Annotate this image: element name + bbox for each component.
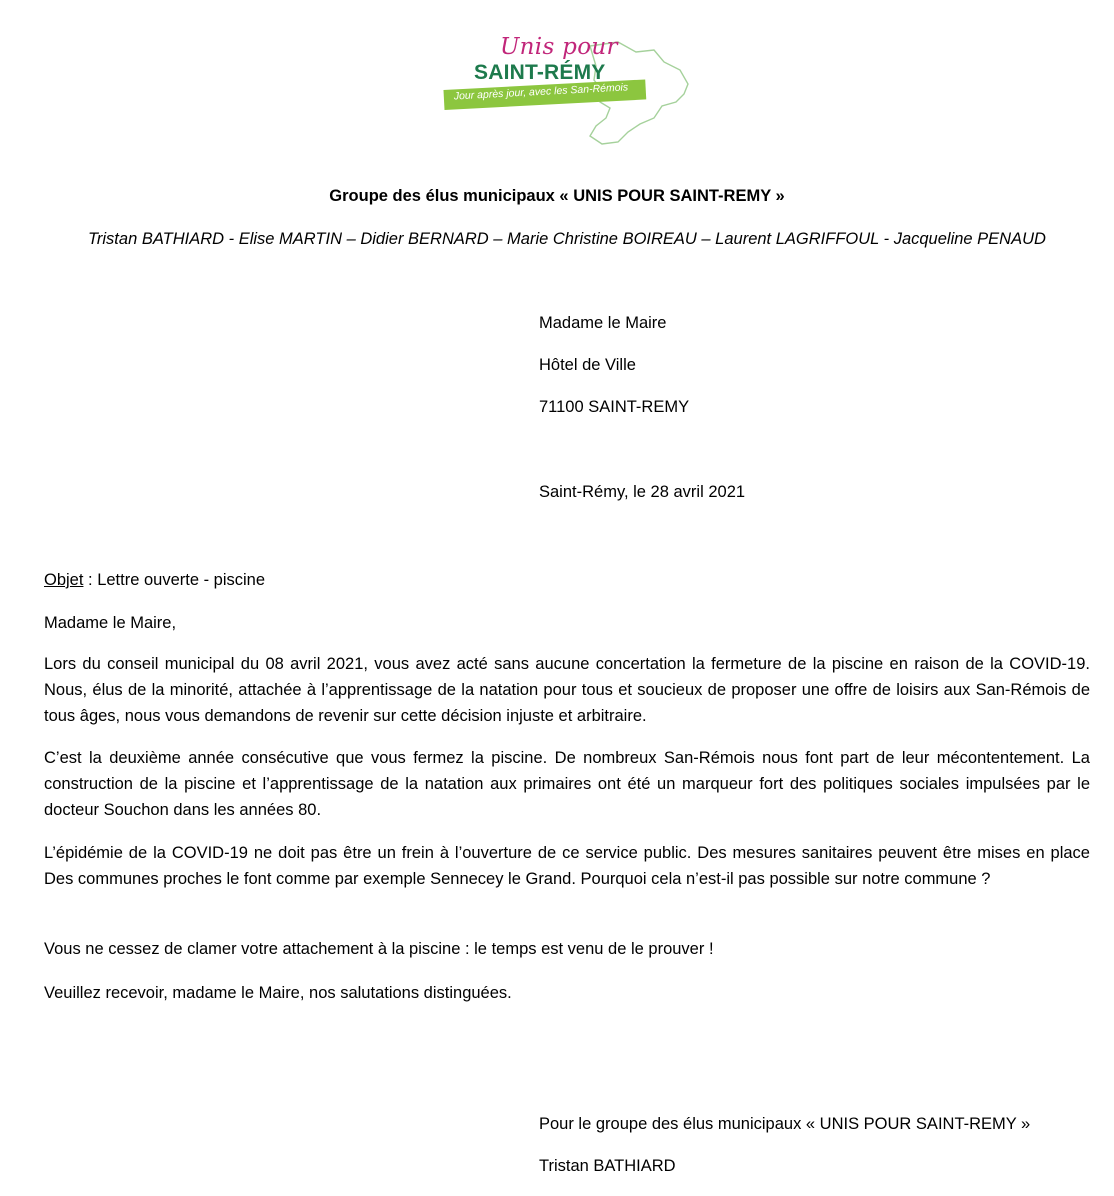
recipient-line-3: 71100 SAINT-REMY bbox=[539, 398, 690, 416]
group-title: Groupe des élus municipaux « UNIS POUR SAINT-REMY » bbox=[329, 187, 785, 205]
salutation: Madame le Maire, bbox=[44, 614, 177, 632]
signature-group-line: Pour le groupe des élus municipaux « UNIS POUR SAINT-REMY » bbox=[539, 1115, 1031, 1133]
recipient-line-2: Hôtel de Ville bbox=[539, 356, 636, 374]
unis-pour-saint-remy-logo bbox=[440, 32, 700, 152]
logo-script-text: Unis pour bbox=[500, 34, 618, 60]
body-paragraph-5: Veuillez recevoir, madame le Maire, nos salutations distinguées. bbox=[44, 984, 512, 1002]
body-paragraph-4: Vous ne cessez de clamer votre attachement à la piscine : le temps est venu de le prouver ! bbox=[44, 940, 714, 958]
date-line: Saint-Rémy, le 28 avril 2021 bbox=[539, 483, 746, 501]
subject-text: : Lettre ouverte - piscine bbox=[83, 571, 266, 589]
logo-name-text: SAINT-RÉMY bbox=[474, 61, 606, 84]
recipient-line-1: Madame le Maire bbox=[539, 314, 667, 332]
body-paragraph-3: L’épidémie de la COVID-19 ne doit pas être un frein à l’ouverture de ce service public. Des mesures sanitaires peuvent être mises en place Des communes proches le font comme par exemple Sennecey le Grand. Pourquoi cela n’est-il pas possible sur notre commune ? bbox=[44, 844, 1090, 888]
signature-name: Tristan BATHIARD bbox=[539, 1157, 676, 1175]
logo-tagline: Jour après jour, avec les San-Rémois bbox=[453, 81, 629, 103]
body-paragraph-2: C’est la deuxième année consécutive que vous fermez la piscine. De nombreux San-Rémois nous font part de leur mécontentement. La construction de la piscine et l’apprentissage de la natation aux primaires ont été un marqueur fort des politiques sociales impulsées par le docteur Souchon dans les années 80. bbox=[44, 749, 1090, 819]
subject-line bbox=[44, 570, 265, 590]
body-paragraph-1: Lors du conseil municipal du 08 avril 2021, vous avez acté sans aucune concertation la fermeture de la piscine en raison de la COVID-19. Nous, élus de la minorité, attachée à l’apprentissage de la natation pour tous et soucieux de proposer une offre de loisirs aux San-Rémois de tous âges, nous vous demandons de revenir sur cette décision injuste et arbitraire. bbox=[44, 655, 1090, 725]
subject-label: Objet bbox=[44, 571, 84, 589]
members-list: Tristan BATHIARD - Elise MARTIN – Didier BERNARD – Marie Christine BOIREAU – Laurent LAGRIFFOUL - Jacqueline PENAUD bbox=[88, 230, 1046, 248]
